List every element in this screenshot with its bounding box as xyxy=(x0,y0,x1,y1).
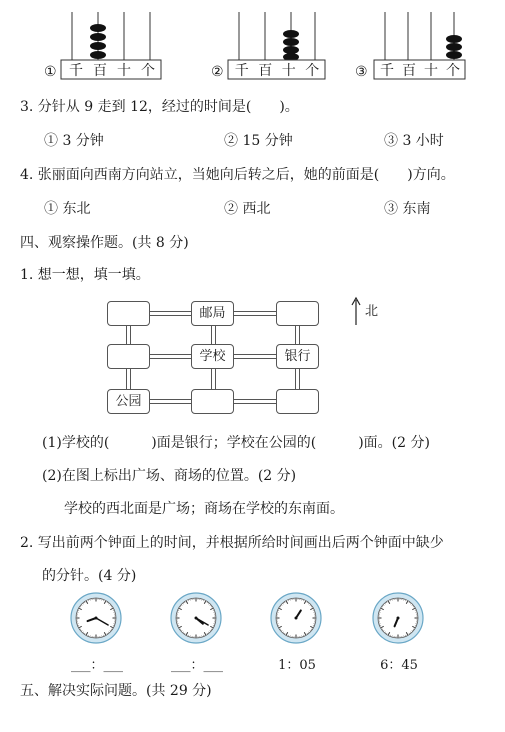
q4-option-3[interactable]: ③ 东南 xyxy=(384,201,431,217)
clock-face xyxy=(70,592,122,644)
road xyxy=(232,311,278,316)
clock-face xyxy=(170,592,222,644)
clock-center-pin xyxy=(397,617,400,620)
map-cell-southeast[interactable] xyxy=(276,389,319,414)
clock-time-label: 6：45 xyxy=(380,658,418,673)
section-4-q1-sub2: (2)在图上标出广场、商场的位置。(2 分) xyxy=(42,468,297,484)
map-cell-northwest[interactable] xyxy=(107,301,150,326)
map-cell-bank: 银行 xyxy=(276,344,319,369)
road xyxy=(211,369,216,391)
map-cell-west[interactable] xyxy=(107,344,150,369)
clock-center-pin xyxy=(95,617,98,620)
q3-option-2[interactable]: ② 15 分钟 xyxy=(224,133,293,149)
place-tens: 十 xyxy=(424,63,438,79)
clock-time-label[interactable]: ___：___ xyxy=(70,658,123,673)
road xyxy=(126,369,131,391)
map-cell-park: 公园 xyxy=(107,389,150,414)
map-cell-post-office: 邮局 xyxy=(191,301,234,326)
place-tens: 十 xyxy=(117,63,131,79)
road xyxy=(232,399,278,404)
place-hundreds: 百 xyxy=(258,63,273,79)
road xyxy=(232,354,278,359)
north-arrow-icon xyxy=(350,296,362,326)
q3-option-1[interactable]: ① 3 分钟 xyxy=(44,133,104,149)
road xyxy=(150,354,196,359)
clock-time-label: 1：05 xyxy=(278,658,316,673)
option-marker: ② xyxy=(211,64,224,80)
section-4-q1-stem: 1. 想一想，填一填。 xyxy=(20,267,150,283)
q4-option-1[interactable]: ① 东北 xyxy=(44,201,91,217)
question-4-stem: 4. 张丽面向西南方向站立，当她向后转之后，她的前面是( )方向。 xyxy=(20,167,455,183)
place-ones: 个 xyxy=(305,63,320,79)
section-4-q1-sub1: (1)学校的( )面是银行；学校在公园的( )面。(2 分) xyxy=(42,435,430,451)
place-ones: 个 xyxy=(446,63,460,79)
abacus-3-labels xyxy=(376,60,464,80)
north-label: 北 xyxy=(365,304,379,319)
place-thousands: 千 xyxy=(380,63,394,79)
clock-center-pin xyxy=(195,617,198,620)
question-3-stem: 3. 分针从 9 走到 12，经过的时间是( )。 xyxy=(20,99,299,115)
section-5-title: 五、解决实际问题。(共 29 分) xyxy=(20,683,212,699)
clock-time-label[interactable]: ___：___ xyxy=(170,658,223,673)
clock-face[interactable] xyxy=(372,592,424,644)
q4-option-2[interactable]: ② 西北 xyxy=(224,201,271,217)
place-tens: 十 xyxy=(281,63,296,79)
map-cell-northeast[interactable] xyxy=(276,301,319,326)
road xyxy=(150,311,196,316)
map-cell-south[interactable] xyxy=(191,389,234,414)
place-ones: 个 xyxy=(141,63,155,79)
abacus-2-labels xyxy=(230,60,324,80)
abacus-1-labels xyxy=(64,60,160,80)
section-4-q2-stem-line2: 的分针。(4 分) xyxy=(42,568,137,584)
place-thousands: 千 xyxy=(69,63,83,79)
clock-face[interactable] xyxy=(270,592,322,644)
clock-center-pin xyxy=(295,617,298,620)
section-4-q2-stem-line1: 2. 写出前两个钟面上的时间，并根据所给时间画出后两个钟面中缺少 xyxy=(20,535,444,551)
place-hundreds: 百 xyxy=(93,63,107,79)
q3-option-3[interactable]: ③ 3 小时 xyxy=(384,133,444,149)
map-cell-school: 学校 xyxy=(191,344,234,369)
section-4-title: 四、观察操作题。(共 8 分) xyxy=(20,235,189,251)
option-marker: ① xyxy=(44,64,57,80)
section-4-q1-hint: 学校的西北面是广场；商场在学校的东南面。 xyxy=(64,501,344,517)
road xyxy=(295,369,300,391)
option-marker: ③ xyxy=(355,64,368,80)
place-hundreds: 百 xyxy=(402,63,416,79)
place-thousands: 千 xyxy=(234,63,249,79)
road xyxy=(150,399,196,404)
